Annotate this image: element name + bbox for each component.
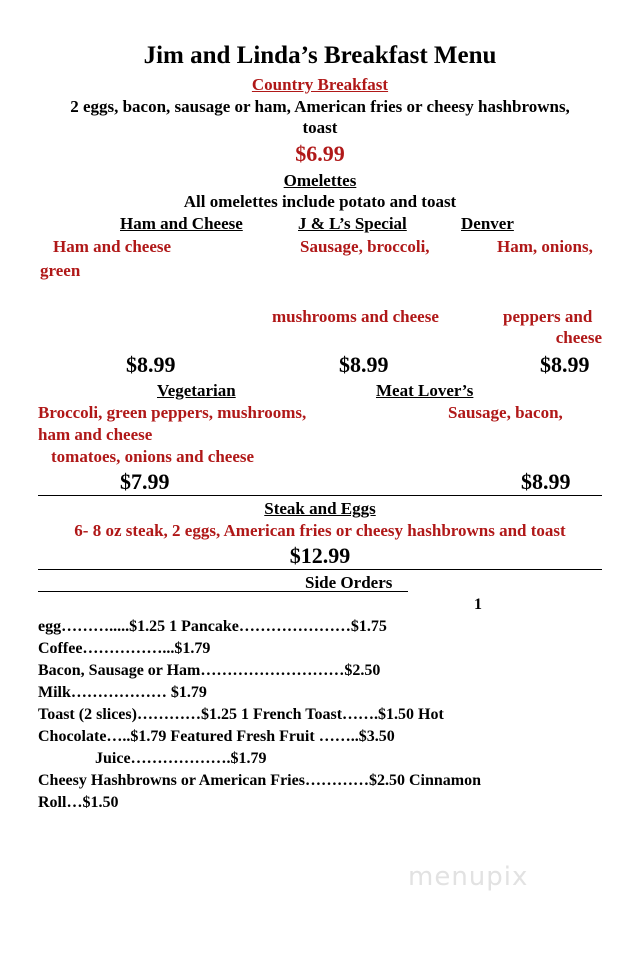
ham-cheese-heading: Ham and Cheese (120, 214, 243, 233)
side-orders-heading: Side Orders (305, 573, 393, 592)
side-orders-line: Toast (2 slices)…………$1.25 1 French Toast…….$1.50 Hot (38, 706, 444, 723)
meat-lover-heading: Meat Lover’s (376, 381, 474, 400)
denver-price: $8.99 (540, 352, 590, 377)
menupix-watermark: menupix (408, 862, 529, 892)
side-orders-line: Roll…$1.50 (38, 794, 119, 811)
country-breakfast-price: $6.99 (295, 141, 345, 166)
omelettes-heading: Omelettes (283, 171, 357, 190)
country-breakfast-desc: 2 eggs, bacon, sausage or ham, American fries or cheesy hashbrowns, (70, 97, 570, 116)
side-orders-line: Chocolate…..$1.79 Featured Fresh Fruit ……..$3.50 (38, 728, 395, 745)
vegetarian-price: $7.99 (120, 469, 170, 494)
side-orders-line: Cheesy Hashbrowns or American Fries…………$2.50 Cinnamon (38, 772, 481, 789)
denver-heading: Denver (461, 214, 514, 233)
country-breakfast-desc-cont: toast (302, 118, 338, 137)
side-orders-line: Milk……………… $1.79 (38, 684, 207, 701)
divider (38, 495, 602, 496)
side-orders-line: Juice……………….$1.79 (95, 750, 267, 767)
meat-lover-desc: Sausage, bacon, (448, 403, 563, 422)
jl-special-price: $8.99 (339, 352, 389, 377)
side-orders-line: Bacon, Sausage or Ham………………………$2.50 (38, 662, 381, 679)
side-orders-line: egg……….....$1.25 1 Pancake…………………$1.75 (38, 618, 387, 635)
jl-special-desc-cont: mushrooms and cheese (272, 307, 439, 326)
vegetarian-desc-cont: tomatoes, onions and cheese (51, 447, 255, 466)
meat-lover-price: $8.99 (521, 469, 571, 494)
ham-cheese-desc-cont: green (40, 261, 81, 280)
steak-eggs-heading: Steak and Eggs (264, 499, 376, 518)
meat-lover-desc-cont: ham and cheese (38, 425, 153, 444)
divider (38, 569, 602, 570)
omelettes-note: All omelettes include potato and toast (183, 192, 457, 211)
ham-cheese-price: $8.99 (126, 352, 176, 377)
vegetarian-desc: Broccoli, green peppers, mushrooms, (38, 403, 307, 422)
country-breakfast-heading: Country Breakfast (251, 75, 389, 94)
side-orders-line: 1 (474, 596, 482, 613)
vegetarian-heading: Vegetarian (157, 381, 236, 400)
ham-cheese-desc: Ham and cheese (53, 237, 172, 256)
denver-desc-end: cheese (555, 328, 602, 347)
side-orders-line: Coffee……………...$1.79 (38, 640, 211, 657)
jl-special-heading: J & L’s Special (298, 214, 407, 233)
steak-eggs-price: $12.99 (289, 543, 351, 568)
jl-special-desc: Sausage, broccoli, (300, 237, 430, 256)
denver-desc: Ham, onions, (497, 237, 593, 256)
denver-desc-cont: peppers and (503, 307, 593, 326)
steak-eggs-desc: 6- 8 oz steak, 2 eggs, American fries or cheesy hashbrowns and toast (74, 521, 566, 540)
menu-title: Jim and Linda’s Breakfast Menu (143, 42, 497, 69)
